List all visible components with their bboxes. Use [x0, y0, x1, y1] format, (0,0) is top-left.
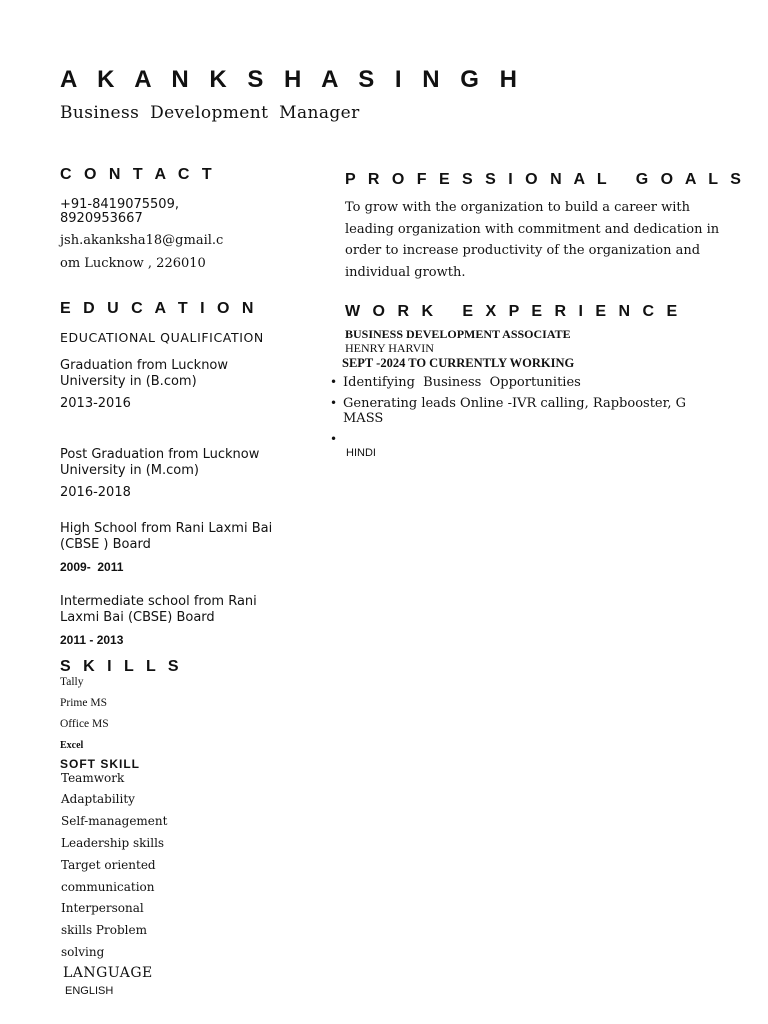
contact-heading: C O N T A C T — [60, 166, 216, 183]
education-item-3-line-1: High School from Rani Laxmi Bai — [60, 521, 273, 536]
soft-skill-item: skills Problem — [61, 923, 147, 937]
skill-item: Excel — [60, 740, 84, 751]
education-item-3-line-2: (CBSE ) Board — [60, 537, 151, 552]
soft-skill-item: Self-management — [61, 814, 168, 828]
skill-item: Office MS — [60, 718, 109, 730]
soft-skill-item: communication — [61, 880, 155, 894]
soft-skill-item: Adaptability — [61, 792, 135, 806]
contact-phone-1: +91-8419075509, — [60, 197, 179, 212]
education-item-2-line-2: University in (M.com) — [60, 463, 199, 478]
soft-skill-heading: SOFT SKILL — [60, 757, 140, 771]
education-item-1-line-1: Graduation from Lucknow — [60, 358, 229, 373]
contact-phone-2: 8920953667 — [60, 211, 143, 226]
education-item-2-years: 2016-2018 — [60, 485, 131, 500]
job-position: BUSINESS DEVELOPMENT ASSOCIATE — [345, 327, 571, 341]
work-experience-heading: W O R K E X P E R I E N C E — [345, 303, 682, 320]
bullet-icon: • — [330, 375, 338, 389]
language-heading: LANGUAGE — [63, 965, 153, 981]
list-item — [330, 375, 730, 390]
education-item-4-line-1: Intermediate school from Rani — [60, 594, 257, 609]
work-duty: Generating leads Online -IVR calling, Rapbooster, G MASS — [343, 396, 687, 426]
education-item-1-years: 2013-2016 — [60, 396, 131, 411]
soft-skill-item: Teamwork — [61, 771, 125, 785]
education-item-2-line-1: Post Graduation from Lucknow — [60, 447, 260, 462]
bullet-icon: • — [330, 432, 338, 446]
soft-skill-item: Leadership skills — [61, 836, 165, 850]
education-item-4-line-2: Laxmi Bai (CBSE) Board — [60, 610, 215, 625]
education-item-1-line-2: University in (B.com) — [60, 374, 197, 389]
education-subheading: EDUCATIONAL QUALIFICATION — [60, 330, 264, 345]
job-title: Business Development Manager — [60, 103, 360, 123]
skills-heading: S K I L L S — [60, 658, 183, 675]
list-item — [330, 396, 730, 426]
education-heading: E D U C A T I O N — [60, 300, 258, 317]
list-item — [330, 432, 730, 447]
contact-address: om Lucknow , 226010 — [60, 256, 206, 271]
professional-goals-text: To grow with the organization to build a career with leading organization with commitment and dedication in order to increase productivity of the organization and individual growth. — [345, 200, 720, 280]
work-duties-list — [330, 375, 730, 453]
bullet-icon: • — [330, 396, 338, 410]
professional-goals-heading: P R O F E S S I O N A L G O A L S — [345, 171, 745, 188]
soft-skill-item: Target oriented — [61, 858, 156, 872]
company-name: HENRY HARVIN — [345, 341, 434, 355]
employment-period: SEPT -2024 TO CURRENTLY WORKING — [342, 356, 575, 370]
candidate-name: A K A N K S H A S I N G H — [60, 66, 524, 93]
work-duty: Identifying Business Opportunities — [343, 375, 581, 390]
language-item: HINDI — [346, 447, 376, 459]
language-item: ENGLISH — [65, 985, 114, 997]
skill-item: Tally — [60, 676, 84, 688]
contact-email: jsh.akanksha18@gmail.c — [60, 233, 224, 248]
skill-item: Prime MS — [60, 697, 107, 709]
education-item-4-years: 2011 - 2013 — [60, 633, 124, 647]
soft-skill-item: solving — [61, 945, 105, 959]
soft-skill-item: Interpersonal — [61, 901, 144, 915]
education-item-3-years: 2009- 2011 — [60, 560, 124, 574]
